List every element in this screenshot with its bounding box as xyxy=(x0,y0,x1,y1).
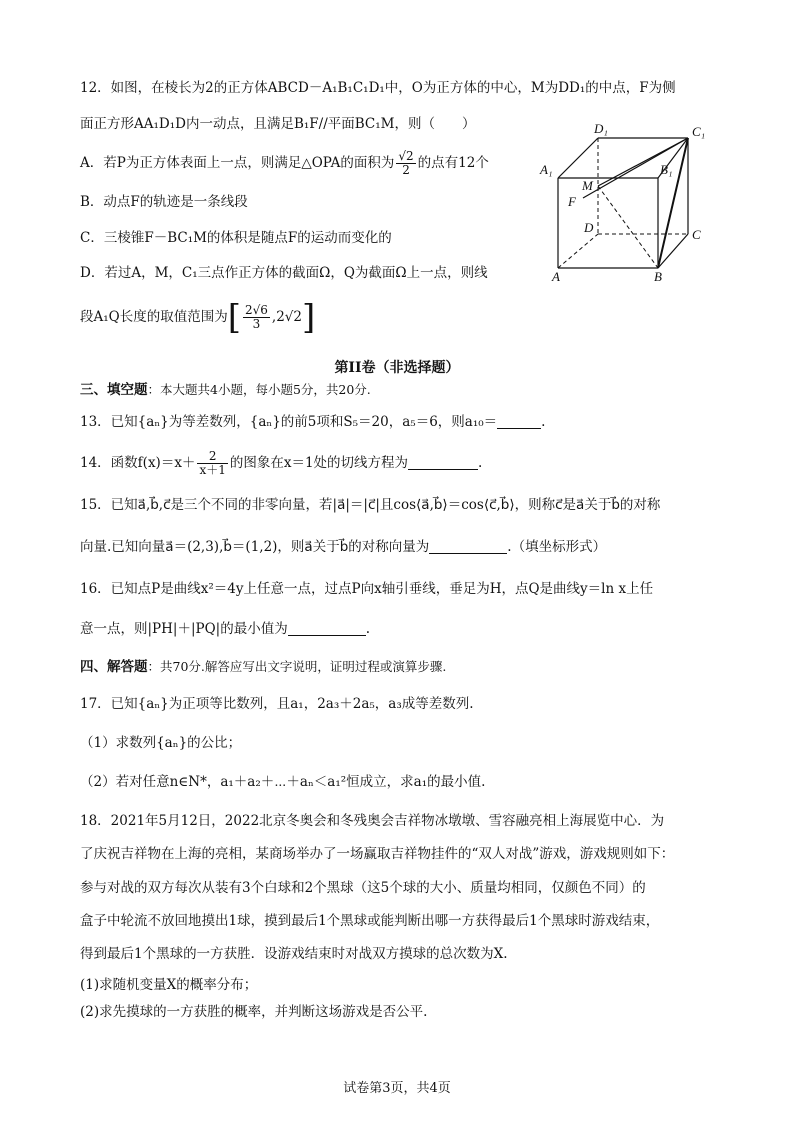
label-c: C xyxy=(692,227,701,242)
q12-option-a-numerator: √2 xyxy=(398,149,414,163)
right-bracket: ] xyxy=(302,297,316,338)
q15-text: 向量.已知向量a⃗＝(2,3),b⃗＝(1,2)，则a⃗关于b⃗的对称向量为 xyxy=(80,539,430,555)
page-footer: 试卷第3页，共4页 xyxy=(343,1081,451,1096)
q18-line3: 参与对战的双方每次从装有3个白球和2个黑球（这5个球的大小、质量均相同，仅颜色不同）的 xyxy=(80,880,646,896)
q12-option-d-fraction xyxy=(243,304,270,331)
section3-desc: ：本大题共4小题，每小题5分，共20分. xyxy=(147,382,371,397)
q12-line1: 12．如图，在棱长为2的正方体ABCD－A₁B₁C₁D₁中，O为正方体的中心，M为DD₁的中点，F为侧 xyxy=(80,80,676,96)
q13 xyxy=(80,413,545,431)
q17-part2: （2）若对任意n∈N*，a₁＋a₂＋⋯＋aₙ＜a₁²恒成立，求a₁的最小值. xyxy=(80,774,486,790)
label-a1: A₁ xyxy=(540,162,553,177)
label-d1: D₁ xyxy=(594,121,608,136)
label-m: M xyxy=(582,178,593,193)
q12-option-d-text: 段A₁Q长度的取值范围为 xyxy=(80,309,228,325)
q15-answer-blank xyxy=(429,539,507,554)
q16-answer-blank xyxy=(288,621,366,636)
q12-line2: 面正方形AA₁D₁D内一动点，且满足B₁F//平面BC₁M，则（ ） xyxy=(80,116,476,132)
q12-option-a-text: A．若P为正方体表面上一点，则满足△OPA的面积为 xyxy=(80,155,395,171)
q16-end: . xyxy=(365,621,370,637)
q15-end: .（填坐标形式） xyxy=(507,539,607,555)
label-b: B xyxy=(654,269,662,284)
label-a: A xyxy=(552,269,560,284)
section3-heading: 三、填空题 xyxy=(80,382,148,398)
part2-title: 第II卷（非选择题） xyxy=(334,360,460,376)
q18-line5: 得到最后1个黑球的一方获胜．设游戏结束时对战双方摸球的总次数为X. xyxy=(80,946,508,962)
cube-figure xyxy=(538,116,718,286)
q13-answer-blank xyxy=(497,414,541,429)
label-b1: B₁ xyxy=(660,162,673,177)
q12-option-d-denominator: 3 xyxy=(252,317,261,331)
q16-text: 意一点，则|PH|＋|PQ|的最小值为 xyxy=(80,621,288,637)
q12-option-d-numerator: 2√6 xyxy=(245,303,268,317)
q15-line2 xyxy=(80,538,606,556)
q12-option-b: B．动点F的轨迹是一条线段 xyxy=(80,194,248,210)
q18-line1: 18．2021年5月12日，2022北京冬奥会和冬残奥会吉祥物冰墩墩、雪容融亮相上海展览中心．为 xyxy=(80,813,665,829)
edge-a1d1 xyxy=(558,138,598,178)
q13-text: 13．已知{aₙ}为等差数列，{aₙ}的前5项和S₅＝20，a₅＝6，则a₁₀＝ xyxy=(80,414,498,430)
q15-line1: 15．已知a⃗,b⃗,c⃗是三个不同的非零向量，若|a⃗|＝|c⃗|且cos⟨a⃗,b⃗⟩＝cos⟨c⃗,b⃗⟩，则称c⃗是a⃗关于b⃗的对称 xyxy=(80,497,661,513)
hidden-line-mb xyxy=(598,186,658,268)
q18-line4: 盒子中轮流不放回地摸出1球，摸到最后1个黑球或能判断出哪一方获得最后1个黑球时游戏结束， xyxy=(80,913,660,929)
q12-option-a-denominator: 2 xyxy=(402,163,410,177)
q17-part1: （1）求数列{aₙ}的公比； xyxy=(80,735,242,751)
q12-option-d: D．若过A，M，C₁三点作正方体的截面Ω，Q为截面Ω上一点，则线 xyxy=(80,265,488,281)
section4-heading: 四、解答题 xyxy=(80,659,148,675)
q18-part1: (1)求随机变量X的概率分布； xyxy=(80,977,258,993)
q12-option-c: C．三棱锥F－BC₁M的体积是随点F的运动而变化的 xyxy=(80,230,392,246)
q12-option-d-line2 xyxy=(80,297,316,338)
q14-end: . xyxy=(478,455,483,471)
section4-header xyxy=(80,658,446,676)
q13-end: . xyxy=(541,414,546,430)
q14-denominator: x＋1 xyxy=(199,463,226,477)
q16-line2 xyxy=(80,620,370,638)
q14-fraction xyxy=(197,450,227,477)
q12-option-a xyxy=(80,150,489,177)
q18-line2: 了庆祝吉祥物在上海的亮相，某商场举办了一场赢取吉祥物挂件的“双人对战”游戏，游戏规则如下： xyxy=(80,846,675,862)
label-d: D xyxy=(584,220,594,235)
q14-numerator: 2 xyxy=(197,450,227,464)
q17-line1: 17．已知{aₙ}为正项等比数列，且a₁，2a₃＋2a₅，a₃成等差数列. xyxy=(80,696,474,712)
left-bracket: [ xyxy=(227,297,241,338)
q14 xyxy=(80,448,482,478)
label-c1: C₁ xyxy=(692,124,706,139)
q18-part2: (2)求先摸球的一方获胜的概率，并判断这场游戏是否公平. xyxy=(80,1004,428,1020)
q12-option-a-fraction xyxy=(396,150,415,177)
hidden-edge-ad xyxy=(558,234,598,268)
section4-desc: ：共70分.解答应写出文字说明，证明过程或演算步骤. xyxy=(147,659,447,674)
q14-answer-blank xyxy=(408,455,478,470)
q14-text: 14．函数f(x)＝x＋ xyxy=(80,455,196,471)
label-f: F xyxy=(568,194,576,209)
q14-tail: 的图象在x＝1处的切线方程为 xyxy=(229,455,409,471)
section3-header xyxy=(80,381,371,399)
q12-option-a-tail: 的点有12个 xyxy=(417,155,489,171)
q12-option-d-tail: ,2√2 xyxy=(271,309,302,325)
q16-line1: 16．已知点P是曲线x²＝4y上任意一点，过点P向x轴引垂线，垂足为H，点Q是曲线y＝ln x上任 xyxy=(80,581,654,597)
